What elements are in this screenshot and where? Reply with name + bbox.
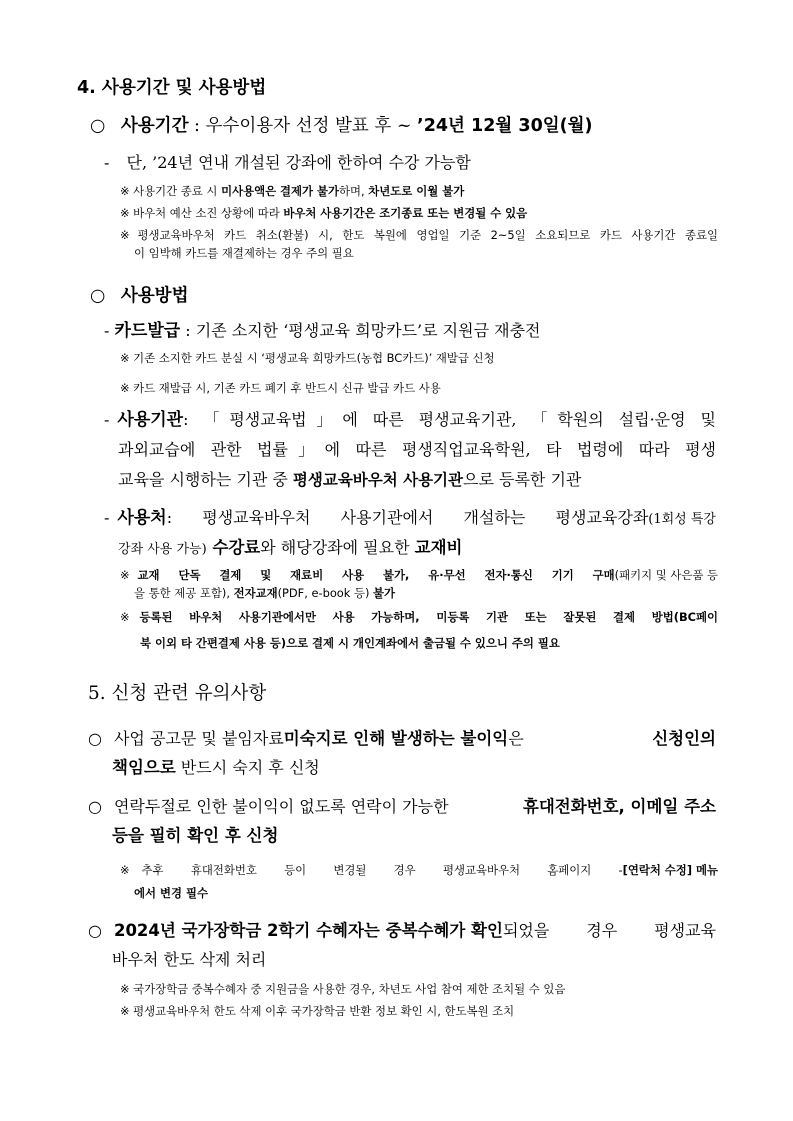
- dash-marker: -: [104, 321, 110, 340]
- notice-bold: 등을 필히 확인 후 신청: [112, 826, 279, 845]
- use-label: 사용처: [117, 508, 167, 528]
- inst-text: 과외교습에 관한 법률」에 따른 평생직업교육학원, 타 법령에 따라 평생: [118, 440, 716, 459]
- notice-item-1: [88, 729, 716, 749]
- period-date: ’24년 12월 30일(월): [417, 116, 593, 136]
- bullet-circle: ○: [88, 797, 102, 816]
- card-label: 카드발급: [114, 321, 181, 341]
- use-text-small: 강좌 사용 가능): [118, 542, 207, 557]
- bullet-circle: ○: [88, 729, 102, 748]
- use-note-2: [120, 611, 718, 625]
- inst-line-3: [118, 470, 581, 490]
- inst-bold: 평생교육바우처 사용기관: [292, 471, 464, 489]
- use-note-2-cont: [140, 637, 560, 651]
- note-mark: ※: [120, 228, 130, 242]
- card-note-1: ※ 기존 소지한 카드 분실 시 ‘평생교육 희망카드(농협 BC카드)’ 재발급 신청: [120, 351, 495, 365]
- period-line: [90, 116, 593, 137]
- note-mark: ※: [120, 568, 130, 582]
- use-line-2: [118, 538, 462, 558]
- dash-marker: -: [104, 410, 110, 429]
- section-4-title: 4. 사용기간 및 사용방법: [77, 78, 267, 98]
- note-bold: 전자교재: [233, 586, 278, 600]
- notice-text: 되었을 경우 평생교육: [502, 921, 716, 940]
- note-text: 을 통한 제공 포함),: [134, 586, 234, 600]
- period-note-1: [120, 185, 464, 199]
- section-5-title: [88, 683, 266, 705]
- period-label: 사용기간: [120, 116, 189, 136]
- inst-line-2: [118, 440, 716, 459]
- dash-marker: -: [104, 508, 110, 527]
- method-label: 사용방법: [120, 286, 189, 306]
- use-bold: 수강료: [206, 538, 261, 557]
- note-bold: [연락처 수정] 메뉴: [622, 863, 718, 877]
- period-note-3: [120, 229, 722, 243]
- notice-item-3-note-2: ※ 평생교육바우처 한도 삭제 이후 국가장학금 반환 정보 확인 시, 한도복원 조치: [120, 1004, 515, 1018]
- dash-marker: -: [104, 153, 110, 172]
- inst-text: 교육을 시행하는 기관 중: [118, 470, 293, 489]
- notice-text: 은: [508, 729, 524, 748]
- notice-text: 반드시 숙지 후 신청: [175, 758, 320, 777]
- notice-item-2-note-cont: [134, 887, 208, 901]
- use-note-1: [120, 569, 718, 583]
- inst-label: 사용기관: [117, 410, 184, 430]
- card-line: [104, 321, 541, 341]
- period-sub: [104, 153, 471, 172]
- note-mark: ※: [120, 206, 130, 220]
- notice-bold: 휴대전화번호, 이메일 주소: [522, 797, 716, 816]
- use-text: : 평생교육바우처 사용기관에서 개설하는 평생교육강좌: [166, 508, 649, 527]
- bullet-circle: ○: [90, 116, 106, 136]
- note-text: 사용기간 종료 시: [133, 184, 222, 198]
- notice-item-2: [88, 797, 716, 817]
- note-bold: 불가: [373, 586, 396, 600]
- note-text: (PDF, e-book 등): [277, 586, 374, 600]
- bullet-circle: ○: [88, 921, 102, 940]
- bullet-circle: ○: [90, 286, 106, 306]
- use-text-small: (1회성 특강: [648, 512, 716, 527]
- notice-item-2-cont: [112, 826, 278, 846]
- note-text: 평생교육바우처 카드 취소(환불) 시, 한도 복원에 영업일 기준 2~5일 소요되므로 카드 사용기간 종료일: [137, 228, 718, 242]
- notice-item-3: [88, 921, 716, 941]
- card-note-2: ※ 카드 재발급 시, 기존 카드 폐기 후 반드시 신규 발급 카드 사용: [120, 381, 441, 395]
- inst-text: : 「평생교육법」에 따른 평생교육기관, 「학원의 설립·운영 및: [183, 410, 716, 429]
- note-bold: 교재 단독 결제 및 재료비 사용 불가, 유·무선 전자·통신 기기 구매: [137, 568, 615, 582]
- note-text: 추후 휴대전화번호 등이 변경될 경우 평생교육바우처 홈페이지 -: [141, 863, 623, 877]
- period-sep: :: [188, 116, 206, 136]
- period-note-2: [120, 207, 527, 221]
- inst-line-1: [104, 410, 716, 430]
- card-text: : 기존 소지한 ‘평생교육 희망카드’로 지원금 재충전: [180, 321, 541, 340]
- notice-item-1-cont: [112, 758, 320, 778]
- note-mark: ※: [120, 863, 130, 877]
- use-line-1: [104, 508, 716, 528]
- note-bold: 차년도로 이월 불가: [368, 184, 465, 198]
- notice-bold: 신청인의: [652, 729, 716, 748]
- use-text: 와 해당강좌에 필요한: [260, 538, 415, 557]
- note-text: (패키지 및 사은품 등: [614, 568, 718, 582]
- note-bold: 미사용액은 결제가 불가: [221, 184, 340, 198]
- note-bold: 북 이외 타 간편결제 사용 등)으로 결제 시 개인계좌에서 출금될 수 있으니 주의 필요: [140, 636, 560, 650]
- note-mark: ※: [120, 184, 130, 198]
- period-text: 우수이용자 선정 발표 후 ~: [205, 116, 418, 136]
- notice-bold: 미숙지로 인해 발생하는 불이익: [283, 729, 509, 748]
- method-line: [90, 286, 188, 307]
- notice-text: 사업 공고문 및 붙임자료: [113, 729, 284, 748]
- note-bold: 바우처 사용기간은 조기종료 또는 변경될 수 있음: [283, 206, 528, 220]
- note-text: 바우처 예산 소진 상황에 따라: [133, 206, 284, 220]
- note-bold: 에서 변경 필수: [134, 886, 208, 900]
- inst-text: 으로 등록한 기관: [463, 470, 582, 489]
- note-mark: ※: [120, 610, 130, 624]
- notice-text: 연락두절로 인한 불이익이 없도록 연락이 가능한: [113, 797, 449, 816]
- section-5-title-text: 5. 신청 관련 유의사항: [88, 683, 267, 704]
- use-note-1-cont: [134, 587, 395, 601]
- notice-bold: 2024년 국가장학금 2학기 수혜자는 중복수혜가 확인: [113, 921, 503, 940]
- period-note-3-cont: 이 임박해 카드를 재결제하는 경우 주의 필요: [134, 246, 354, 260]
- note-bold: 등록된 바우처 사용기관에서만 사용 가능하며, 미등록 기관 또는 잘못된 결제 방법(BC페이: [139, 610, 718, 624]
- notice-item-3-cont: 바우처 한도 삭제 처리: [112, 950, 267, 969]
- notice-bold: 책임으로: [112, 758, 176, 777]
- notice-item-3-note-1: ※ 국가장학금 중복수혜자 중 지원금을 사용한 경우, 차년도 사업 참여 제한 조치될 수 있음: [120, 982, 566, 996]
- note-text: 하며,: [339, 184, 369, 198]
- use-bold: 교재비: [414, 538, 463, 557]
- notice-item-2-note: [120, 864, 718, 878]
- period-sub-text: 단, ’24년 연내 개설된 강좌에 한하여 수강 가능함: [126, 153, 471, 172]
